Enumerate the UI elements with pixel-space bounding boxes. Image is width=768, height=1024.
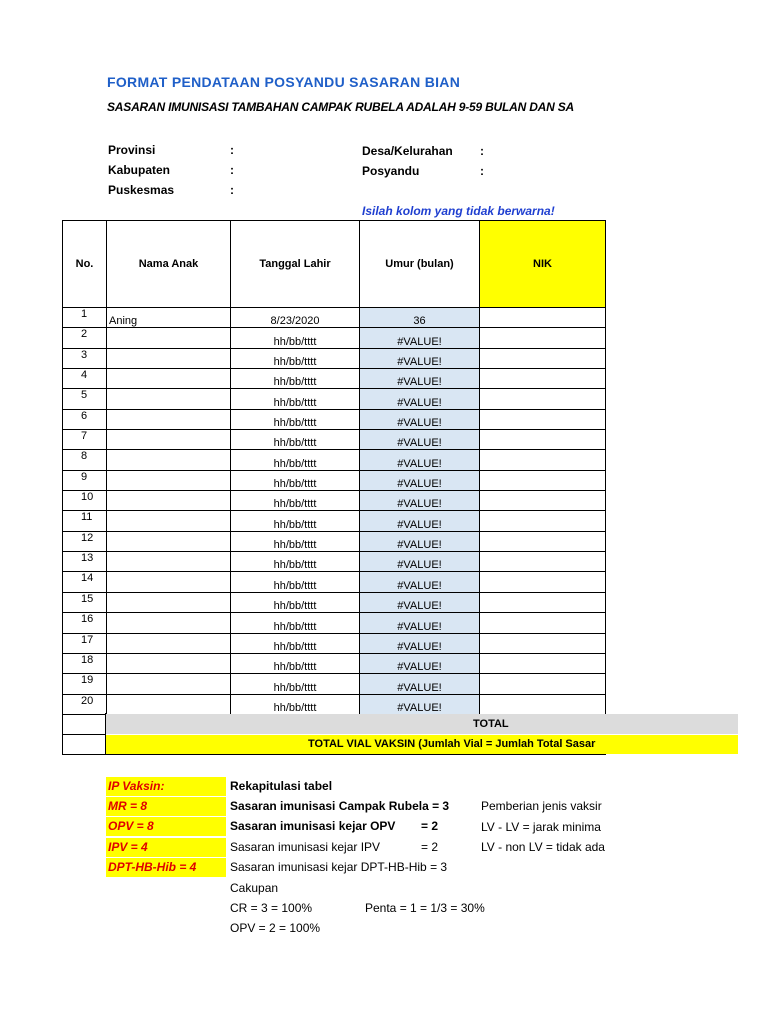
cell-umur: 36: [360, 308, 480, 328]
table-row: [63, 491, 606, 511]
cell-tanggal-lahir[interactable]: hh/bb/tttt: [231, 511, 360, 531]
label-kabupaten: Kabupaten: [108, 163, 171, 177]
total-vial-label: TOTAL VIAL VAKSIN (Jumlah Vial = Jumlah Total Sasar: [308, 738, 596, 750]
cell-tanggal-lahir[interactable]: hh/bb/tttt: [231, 592, 360, 612]
ip-vaksin-heading: IP Vaksin:: [106, 777, 226, 796]
row-number: 16: [63, 613, 107, 633]
header-tanggal-lahir: Tanggal Lahir: [231, 221, 360, 308]
ip-ipv: IPV = 4: [106, 838, 226, 857]
cell-nik[interactable]: [480, 552, 606, 572]
cell-umur: #VALUE!: [360, 694, 480, 714]
colon-puskesmas: :: [230, 183, 234, 197]
cell-tanggal-lahir[interactable]: 8/23/2020: [231, 308, 360, 328]
cell-nik[interactable]: [480, 592, 606, 612]
cell-umur: #VALUE!: [360, 348, 480, 368]
row-number: 15: [63, 592, 107, 612]
row-number: 5: [63, 389, 107, 409]
table-row: [63, 409, 606, 429]
note-pemberian: Pemberian jenis vaksir: [481, 799, 602, 813]
rekap-ipv: Sasaran imunisasi kejar IPV: [230, 840, 381, 854]
row-number: 3: [63, 348, 107, 368]
cell-tanggal-lahir[interactable]: hh/bb/tttt: [231, 694, 360, 714]
cell-tanggal-lahir[interactable]: hh/bb/tttt: [231, 328, 360, 348]
cell-umur: #VALUE!: [360, 674, 480, 694]
cell-umur: #VALUE!: [360, 389, 480, 409]
row-number: 10: [63, 491, 107, 511]
rekap-dpt: Sasaran imunisasi kejar DPT-HB-Hib = 3: [230, 860, 448, 874]
cell-tanggal-lahir[interactable]: hh/bb/tttt: [231, 470, 360, 490]
table-row: [63, 613, 606, 633]
cell-tanggal-lahir[interactable]: hh/bb/tttt: [231, 552, 360, 572]
table-row: [63, 572, 606, 592]
total-label: TOTAL: [473, 718, 509, 730]
cell-umur: #VALUE!: [360, 653, 480, 673]
cell-tanggal-lahir[interactable]: hh/bb/tttt: [231, 674, 360, 694]
cell-tanggal-lahir[interactable]: hh/bb/tttt: [231, 531, 360, 551]
data-table: [62, 220, 606, 715]
label-desa: Desa/Kelurahan: [362, 144, 453, 158]
cell-nama-anak[interactable]: [107, 450, 231, 470]
cell-umur: #VALUE!: [360, 531, 480, 551]
colon-provinsi: :: [230, 143, 234, 157]
row-number: 20: [63, 694, 107, 714]
table-row: [63, 389, 606, 409]
total-row: [106, 714, 738, 734]
note-lv-lv: LV - LV = jarak minima: [481, 820, 601, 834]
cell-umur: #VALUE!: [360, 613, 480, 633]
cell-nik[interactable]: [480, 348, 606, 368]
cell-tanggal-lahir[interactable]: hh/bb/tttt: [231, 430, 360, 450]
cell-tanggal-lahir[interactable]: hh/bb/tttt: [231, 348, 360, 368]
rekap-title: Rekapitulasi tabel: [230, 779, 333, 793]
rekap-campak-rubela: Sasaran imunisasi Campak Rubela = 3: [230, 799, 450, 813]
rekap-opv-value: = 2: [421, 819, 439, 833]
cell-nik[interactable]: [480, 674, 606, 694]
cell-nik[interactable]: [480, 470, 606, 490]
table-row: [63, 470, 606, 490]
cell-nama-anak[interactable]: [107, 653, 231, 673]
cell-nik[interactable]: [480, 491, 606, 511]
rekap-cr: CR = 3 = 100%: [230, 901, 313, 915]
cell-tanggal-lahir[interactable]: hh/bb/tttt: [231, 491, 360, 511]
cell-nama-anak[interactable]: [107, 328, 231, 348]
ip-dpt-hb-hib: DPT-HB-Hib = 4: [106, 858, 226, 877]
cell-nama-anak[interactable]: [107, 572, 231, 592]
cell-nama-anak[interactable]: [107, 633, 231, 653]
cell-tanggal-lahir[interactable]: hh/bb/tttt: [231, 613, 360, 633]
row-number: 14: [63, 572, 107, 592]
rekap-cakupan: Cakupan: [230, 881, 279, 895]
cell-nik[interactable]: [480, 430, 606, 450]
total-mid-border: [62, 734, 106, 735]
note-lv-nonlv: LV - non LV = tidak ada: [481, 840, 605, 854]
cell-umur: #VALUE!: [360, 430, 480, 450]
cell-nik[interactable]: [480, 308, 606, 328]
cell-nik[interactable]: [480, 572, 606, 592]
row-number: 11: [63, 511, 107, 531]
cell-tanggal-lahir[interactable]: hh/bb/tttt: [231, 653, 360, 673]
cell-nama-anak[interactable]: [107, 674, 231, 694]
cell-nama-anak[interactable]: [107, 491, 231, 511]
table-row: [63, 552, 606, 572]
cell-umur: #VALUE!: [360, 409, 480, 429]
cell-nik[interactable]: [480, 511, 606, 531]
table-row: [63, 369, 606, 389]
cell-nama-anak[interactable]: [107, 409, 231, 429]
cell-nik[interactable]: [480, 613, 606, 633]
row-number: 7: [63, 430, 107, 450]
cell-tanggal-lahir[interactable]: hh/bb/tttt: [231, 450, 360, 470]
row-number: 8: [63, 450, 107, 470]
cell-tanggal-lahir[interactable]: hh/bb/tttt: [231, 369, 360, 389]
cell-tanggal-lahir[interactable]: hh/bb/tttt: [231, 572, 360, 592]
cell-tanggal-lahir[interactable]: hh/bb/tttt: [231, 633, 360, 653]
colon-desa: :: [480, 144, 484, 158]
cell-nama-anak[interactable]: [107, 613, 231, 633]
label-posyandu: Posyandu: [362, 164, 420, 178]
cell-umur: #VALUE!: [360, 470, 480, 490]
cell-nama-anak[interactable]: [107, 430, 231, 450]
colon-posyandu: :: [480, 164, 484, 178]
row-number: 13: [63, 552, 107, 572]
cell-nama-anak[interactable]: [107, 511, 231, 531]
cell-umur: #VALUE!: [360, 592, 480, 612]
row-number: 6: [63, 409, 107, 429]
table-row: [63, 531, 606, 551]
table-row: [63, 694, 606, 714]
table-row: [63, 653, 606, 673]
cell-nama-anak[interactable]: Aning: [107, 308, 231, 328]
cell-nik[interactable]: [480, 633, 606, 653]
fill-instruction-note: Isilah kolom yang tidak berwarna!: [362, 204, 555, 218]
rekap-opv-cakupan: OPV = 2 = 100%: [230, 921, 321, 935]
cell-tanggal-lahir[interactable]: hh/bb/tttt: [231, 389, 360, 409]
header-no: No.: [63, 221, 107, 308]
rekap-opv: Sasaran imunisasi kejar OPV: [230, 819, 396, 833]
table-row: [63, 674, 606, 694]
cell-tanggal-lahir[interactable]: hh/bb/tttt: [231, 409, 360, 429]
cell-nama-anak[interactable]: [107, 470, 231, 490]
rekap-ipv-value: = 2: [421, 840, 439, 854]
cell-umur: #VALUE!: [360, 511, 480, 531]
cell-umur: #VALUE!: [360, 633, 480, 653]
cell-nama-anak[interactable]: [107, 369, 231, 389]
form-subtitle: SASARAN IMUNISASI TAMBAHAN CAMPAK RUBELA ADALAH 9-59 BULAN DAN SA: [107, 100, 575, 114]
ip-opv: OPV = 8: [106, 817, 226, 836]
row-number: 18: [63, 653, 107, 673]
cell-umur: #VALUE!: [360, 491, 480, 511]
label-provinsi: Provinsi: [108, 143, 156, 157]
row-number: 2: [63, 328, 107, 348]
table-row: [63, 328, 606, 348]
cell-nik[interactable]: [480, 328, 606, 348]
cell-nik[interactable]: [480, 389, 606, 409]
header-nama-anak: Nama Anak: [107, 221, 231, 308]
table-row: [63, 592, 606, 612]
cell-nik[interactable]: [480, 531, 606, 551]
row-number: 9: [63, 470, 107, 490]
cell-nik[interactable]: [480, 450, 606, 470]
row-number: 12: [63, 531, 107, 551]
cell-nama-anak[interactable]: [107, 694, 231, 714]
cell-umur: #VALUE!: [360, 450, 480, 470]
colon-kabupaten: :: [230, 163, 234, 177]
row-number: 17: [63, 633, 107, 653]
total-vial-row: [106, 735, 738, 754]
cell-nama-anak[interactable]: [107, 531, 231, 551]
ip-mr: MR = 8: [106, 797, 226, 816]
rekap-penta: Penta = 1 = 1/3 = 30%: [365, 901, 485, 915]
cell-umur: #VALUE!: [360, 369, 480, 389]
cell-nik[interactable]: [480, 369, 606, 389]
cell-nama-anak[interactable]: [107, 348, 231, 368]
cell-umur: #VALUE!: [360, 328, 480, 348]
header-umur: Umur (bulan): [360, 221, 480, 308]
cell-nik[interactable]: [480, 694, 606, 714]
table-row: [63, 308, 606, 328]
row-number: 19: [63, 674, 107, 694]
cell-umur: #VALUE!: [360, 572, 480, 592]
table-row: [63, 633, 606, 653]
table-header-row: [63, 221, 606, 308]
row-number: 4: [63, 369, 107, 389]
table-row: [63, 348, 606, 368]
cell-umur: #VALUE!: [360, 552, 480, 572]
cell-nama-anak[interactable]: [107, 592, 231, 612]
cell-nama-anak[interactable]: [107, 552, 231, 572]
row-number: 1: [63, 308, 107, 328]
form-title: FORMAT PENDATAAN POSYANDU SASARAN BIAN: [107, 74, 461, 90]
cell-nama-anak[interactable]: [107, 389, 231, 409]
table-row: [63, 511, 606, 531]
header-nik: NIK: [480, 221, 606, 308]
cell-nik[interactable]: [480, 409, 606, 429]
total-bottom-border: [62, 754, 606, 755]
table-row: [63, 450, 606, 470]
table-row: [63, 430, 606, 450]
label-puskesmas: Puskesmas: [108, 183, 175, 197]
cell-nik[interactable]: [480, 653, 606, 673]
